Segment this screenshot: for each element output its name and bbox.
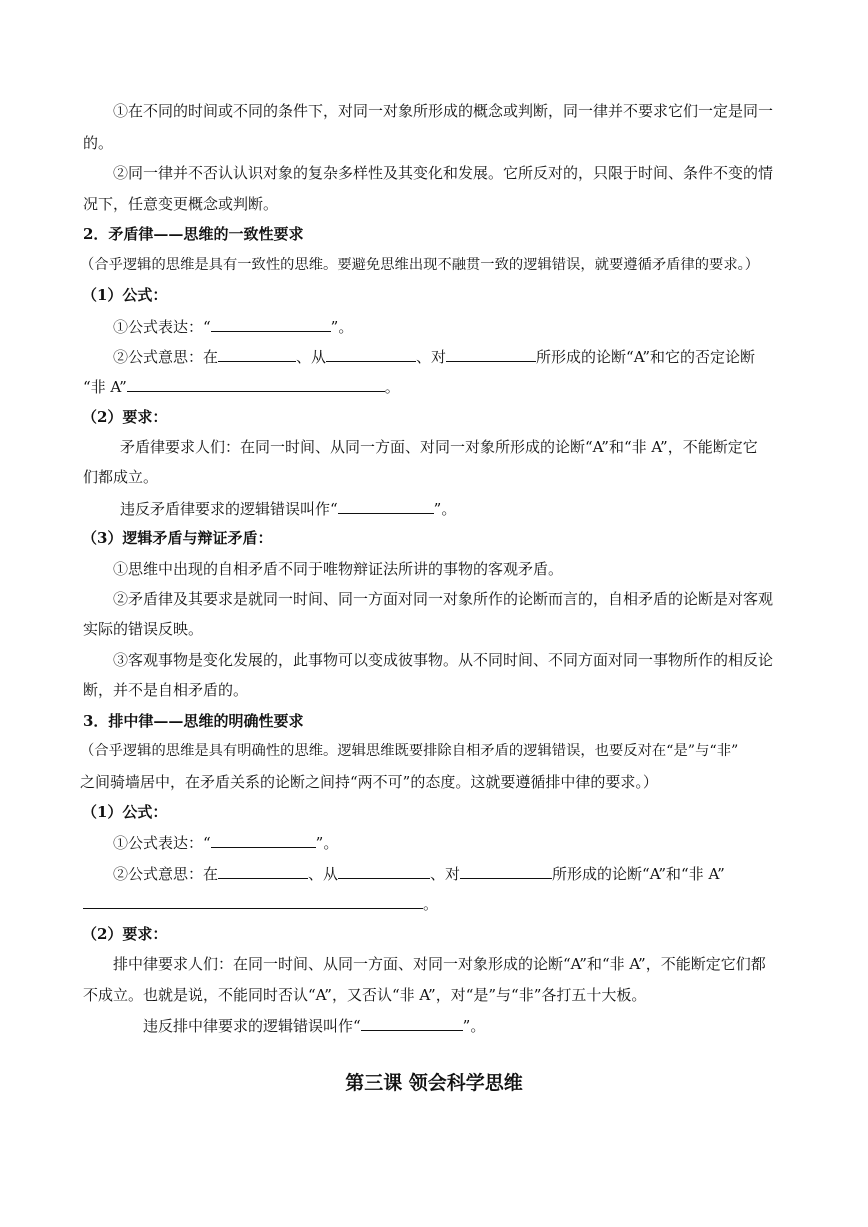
- expression-prefix: ①公式表达：“: [113, 834, 211, 852]
- excluded-middle-heading: 3．排中律——思维的明确性要求: [83, 712, 304, 730]
- object-blank[interactable]: [446, 346, 536, 362]
- excluded-middle-requirement-heading: （2）要求：: [82, 925, 168, 943]
- to-text: 、对: [416, 348, 447, 366]
- period: 。: [384, 378, 400, 396]
- aspect-blank[interactable]: [326, 346, 416, 362]
- contradiction-error-line: [120, 498, 456, 519]
- excluded-middle-intro-line-1: （合乎逻辑的思维是具有明确性的思维。逻辑思维既要排除自相矛盾的逻辑错误，也要反对在“是”与“非”: [80, 743, 739, 759]
- expression-suffix: ”。: [330, 318, 354, 336]
- non-a-blank[interactable]: [127, 376, 385, 392]
- object-blank[interactable]: [460, 863, 552, 879]
- excluded-middle-requirement-line-1: 排中律要求人们：在同一时间、从同一方面、对同一对象形成的论断“A”和“非 A”，不能断定它们都: [113, 955, 766, 973]
- meaning-prefix: ②公式意思：在: [113, 348, 219, 366]
- time-blank[interactable]: [218, 346, 296, 362]
- same-law-note-2-line-2: 况下，任意变更概念或判断。: [83, 195, 279, 213]
- expression-blank[interactable]: [211, 832, 316, 848]
- excluded-middle-formula-meaning: [113, 863, 725, 884]
- time-blank[interactable]: [218, 863, 308, 879]
- contradiction-formula-heading: （1）公式：: [82, 286, 168, 304]
- contradiction-formula-meaning-line-2: [83, 376, 400, 397]
- logic-vs-dialectic-point-3-line-1: ③客观事物是变化发展的，此事物可以变成彼事物。从不同时间、不同方面对同一事物所作的相反论: [113, 651, 774, 669]
- same-law-note-1-line-1: ①在不同的时间或不同的条件下，对同一对象所形成的概念或判断，同一律并不要求它们一定是同一: [113, 102, 774, 120]
- expression-blank[interactable]: [211, 316, 331, 332]
- lesson-title: 第三课 领会科学思维: [345, 1072, 523, 1094]
- expression-suffix: ”。: [315, 834, 339, 852]
- contradiction-requirement-line-1: 矛盾律要求人们：在同一时间、从同一方面、对同一对象所形成的论断“A”和“非 A”，不能断定它: [120, 438, 758, 456]
- error-blank[interactable]: [338, 498, 434, 514]
- logic-vs-dialectic-heading: （3）逻辑矛盾与辩证矛盾：: [82, 529, 273, 547]
- contradiction-law-intro: （合乎逻辑的思维是具有一致性的思维。要避免思维出现不融贯一致的逻辑错误，就要遵循矛盾律的要求。）: [80, 257, 760, 273]
- excluded-middle-requirement-line-2: 不成立。也就是说，不能同时否认“A”，又否认“非 A”，对“是”与“非”各打五十大板。: [83, 986, 647, 1004]
- logic-vs-dialectic-point-1: ①思维中出现的自相矛盾不同于唯物辩证法所讲的事物的客观矛盾。: [113, 560, 564, 578]
- from-text: 、从: [308, 865, 339, 883]
- error-suffix: ”。: [433, 500, 457, 518]
- error-prefix: 违反排中律要求的逻辑错误叫作“: [143, 1017, 361, 1035]
- logic-vs-dialectic-point-3-line-2: 断，并不是自相矛盾的。: [83, 681, 249, 699]
- logic-vs-dialectic-point-2-line-2: 实际的错误反映。: [83, 620, 204, 638]
- contradiction-formula-expression: [113, 316, 353, 337]
- excluded-middle-error-line: [143, 1015, 485, 1036]
- contradiction-formula-meaning: [113, 346, 755, 367]
- to-text: 、对: [430, 865, 461, 883]
- error-blank[interactable]: [361, 1015, 463, 1031]
- period: 。: [423, 895, 439, 913]
- expression-prefix: ①公式表达：“: [113, 318, 211, 336]
- contradiction-requirement-line-2: 们都成立。: [83, 468, 159, 486]
- excluded-middle-formula-meaning-line-2: [83, 893, 438, 914]
- non-a-label: “非 A”: [83, 378, 127, 396]
- excluded-middle-formula-expression: [113, 832, 338, 853]
- contradiction-requirement-heading: （2）要求：: [82, 408, 168, 426]
- from-text: 、从: [296, 348, 327, 366]
- meaning-mid: 所形成的论断“A”和“非 A”: [552, 865, 725, 883]
- meaning-mid: 所形成的论断“A”和它的否定论断: [536, 348, 756, 366]
- error-suffix: ”。: [462, 1017, 486, 1035]
- excluded-middle-formula-heading: （1）公式：: [82, 803, 168, 821]
- aspect-blank[interactable]: [338, 863, 430, 879]
- logic-vs-dialectic-point-2-line-1: ②矛盾律及其要求是就同一时间、同一方面对同一对象所作的论断而言的，自相矛盾的论断是对客观: [113, 590, 774, 608]
- contradiction-law-heading: 2．矛盾律——思维的一致性要求: [83, 225, 304, 243]
- same-law-note-1-line-2: 的。: [83, 134, 114, 152]
- meaning-blank[interactable]: [83, 893, 423, 909]
- same-law-note-2-line-1: ②同一律并不否认认识对象的复杂多样性及其变化和发展。它所反对的，只限于时间、条件不变的情: [113, 164, 774, 182]
- excluded-middle-intro-line-2: 之间骑墙居中，在矛盾关系的论断之间持“两不可”的态度。这就要遵循排中律的要求。）: [80, 773, 658, 791]
- error-prefix: 违反矛盾律要求的逻辑错误叫作“: [120, 500, 338, 518]
- meaning-prefix: ②公式意思：在: [113, 865, 219, 883]
